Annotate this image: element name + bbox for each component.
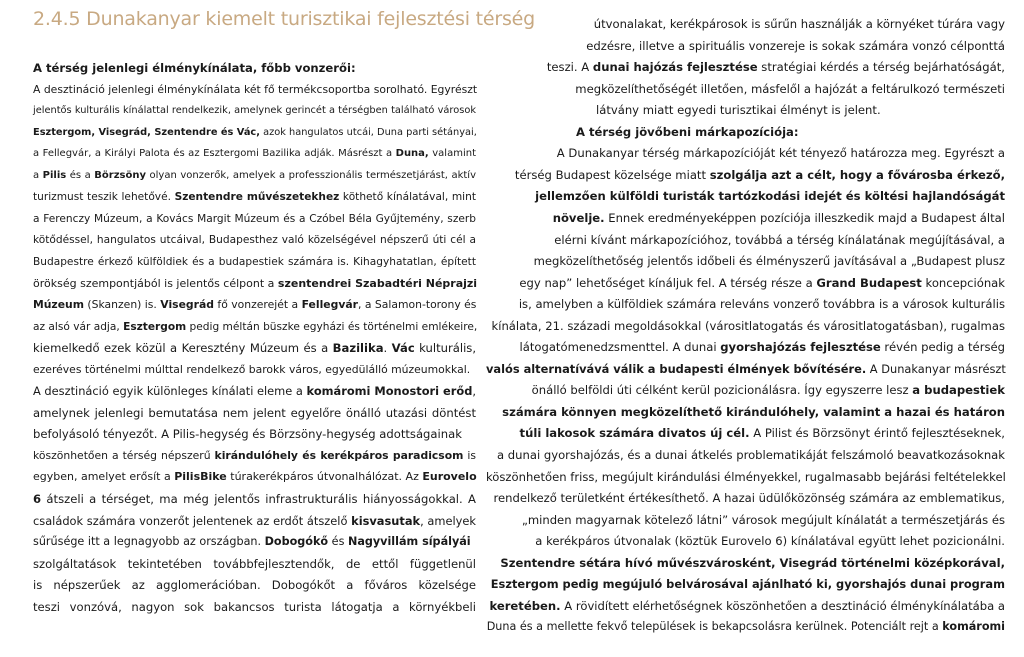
text-run: amelynek jelenlegi bemutatása nem jelent egyelőre önálló utazási döntést xyxy=(33,405,476,420)
text-run: látogatómenedzsmenttel. A dunai xyxy=(519,340,721,355)
text-line xyxy=(486,402,1005,422)
text-line xyxy=(33,532,476,552)
bold-text: dunai hajózás fejlesztése xyxy=(592,60,758,75)
bold-text: túli lakosok számára divatos új cél. xyxy=(519,426,750,441)
section-heading: 2.4.5 Dunakanyar kiemelt turisztikai fejlesztési térség xyxy=(33,8,536,30)
bold-text: kisvasutak xyxy=(351,513,421,528)
text-line xyxy=(486,79,1005,99)
bold-text: Grand Budapest xyxy=(816,275,922,290)
text-line xyxy=(486,57,1005,77)
text-line xyxy=(486,467,1005,487)
bold-text: gyorshajózás fejlesztése xyxy=(720,340,881,355)
text-run: (Skanzen) is. xyxy=(83,298,161,312)
text-run: a Fellegvár, a Királyi Palota és az Esztergomi Bazilika adják. Másrészt a xyxy=(33,148,396,160)
text-line xyxy=(486,617,1005,637)
text-run: A Dunakanyar térség márkapozícióját két tényező határozza meg. Egyrészt a xyxy=(556,146,1005,161)
bold-text: Szentendre sétára hívó művészvárosként, Visegrád történelmi középkorával, xyxy=(500,555,1005,570)
text-run: köszönhetően a térség népszerű xyxy=(33,448,215,462)
bold-text: Eurovelo xyxy=(422,470,477,484)
bold-text: Visegrád xyxy=(160,298,214,312)
text-run: a Ferenczy Múzeum, a Kovács Margit Múzeum és a Czóbel Béla Gyűjtemény, szerb xyxy=(33,212,476,225)
bold-text: Esztergom, Visegrád, Szentendre és Vác, xyxy=(33,126,260,138)
text-run: befolyásoló tényezőt. A Pilis-hegység és Börzsöny-hegység adottságainak xyxy=(33,427,462,442)
text-run: is xyxy=(463,448,476,462)
text-line xyxy=(33,187,476,207)
bold-text: Börzsöny xyxy=(94,169,147,181)
bold-text: jellemzően külföldi turisták tartózkodási idejét és költési hajlandóságát xyxy=(535,189,1005,204)
text-line xyxy=(33,554,476,574)
bold-text: Fellegvár xyxy=(301,298,358,312)
text-run: koncepciónak xyxy=(921,275,1005,290)
bold-text: kirándulóhely és kerékpáros paradicsom xyxy=(214,448,464,462)
text-line xyxy=(33,101,476,121)
text-line xyxy=(486,423,1005,443)
text-line xyxy=(33,123,476,143)
text-run: megközelíthetőség jelentős időbeli és élményszerű javításával a „Budapest plusz xyxy=(533,254,1005,269)
text-line xyxy=(486,165,1005,185)
text-run: „minden magyarnak kötelező látni” városok megújult kínálatát a természetjárás és xyxy=(521,512,1005,527)
text-run: egyben, amelyet erősít a xyxy=(33,470,175,484)
text-run: Duna és a mellette fekvő települések is bekapcsolásra kerülnek. Potenciált rejt a xyxy=(486,620,943,634)
text-run: azok hangulatos utcái, Duna parti sétányai, xyxy=(259,126,477,138)
text-line xyxy=(33,446,476,466)
text-line xyxy=(33,166,476,186)
bold-text: komáromi xyxy=(942,620,1005,634)
text-line xyxy=(33,295,476,315)
text-line xyxy=(33,317,476,337)
text-run: turizmust teszik lehetővé. xyxy=(33,191,175,204)
text-run: térség Budapest közelsége miatt xyxy=(514,167,710,182)
bold-text: Vác xyxy=(391,341,415,356)
text-line xyxy=(33,360,476,380)
text-run: egy nap” lehetőséget kínáljuk fel. A térség része a xyxy=(519,275,817,290)
text-run: önálló belföldi úti célként kerül pozicionálásra. Így egyszerre lesz xyxy=(531,383,913,398)
bold-text: szolgálja azt a célt, hogy a fővárosba érkező, xyxy=(709,167,1005,182)
text-line xyxy=(486,380,1005,400)
text-line xyxy=(486,488,1005,508)
bold-text: Szentendre művészetekhez xyxy=(174,191,340,204)
bold-text: Pilis xyxy=(42,169,67,181)
text-line xyxy=(33,489,476,509)
text-run: útvonalakat, kerékpárosok is sűrűn használják a környéket túrára vagy xyxy=(593,17,1005,31)
text-line xyxy=(596,100,1005,120)
text-line xyxy=(33,381,476,401)
text-run: fő vonzerejét a xyxy=(213,298,302,312)
bold-text: A térség jelenlegi élménykínálata, főbb vonzerői: xyxy=(33,61,356,75)
text-line xyxy=(486,143,1005,163)
text-line xyxy=(486,553,1005,573)
text-line xyxy=(486,510,1005,530)
text-run: A Pilist és Börzsönyt érintő fejlesztéseknek, xyxy=(749,426,1005,441)
text-line xyxy=(486,186,1005,206)
text-line xyxy=(486,294,1005,314)
text-line xyxy=(486,359,1005,379)
bold-text: komáromi Monostori erőd xyxy=(306,384,473,399)
text-run: Ennek eredményeképpen pozíciója illeszkedik majd a Budapest által xyxy=(604,210,1005,225)
text-run: köthető kínálatával, mint xyxy=(339,191,476,204)
text-run: kínálata, 21. századi megoldásokkal (várositlatogatás és várositlatogatásban), rugalmas xyxy=(491,318,1005,333)
text-run: és xyxy=(328,535,348,549)
text-line xyxy=(33,403,476,423)
text-line xyxy=(486,36,1005,56)
text-line xyxy=(33,511,476,531)
text-run: , xyxy=(472,384,476,399)
text-run: révén pedig a térség xyxy=(880,340,1005,355)
bold-text: 6 xyxy=(33,492,42,506)
text-run: a dunai gyorshajózás, és a dunai átkelés problematikáját felszámoló beavatkozásoknak xyxy=(497,448,1005,462)
bold-text: számára könnyen megközelíthető kirándulóhely, valamint a hazai és határon xyxy=(502,404,1005,419)
text-run: is népszerűek az agglomerációban. Dobogókőt a főváros közelsége xyxy=(33,578,476,593)
text-run: A desztináció jelenlegi élménykínálata két fő termékcsoportba sorolható. Egyrészt xyxy=(33,82,478,96)
text-run: is, amelyben a külföldiek számára releváns vonzerő továbbra is a városok kulturális xyxy=(518,297,1005,312)
text-run: megközelíthetőségét illetően, másfelől a hajózát a feltárulkozó természeti xyxy=(575,81,1005,96)
text-run: látvány miatt egyedi turisztikai élményt is jelent. xyxy=(596,103,881,118)
text-line xyxy=(33,252,476,272)
text-line xyxy=(33,209,476,229)
text-run: teszi vonzóvá, nagyon sok bakancsos turista látogatja a környékbeli xyxy=(33,599,476,614)
bold-text: Duna, xyxy=(395,148,429,160)
text-run: jelentős kulturális kínálattal rendelkezik, amelynek gerincét a térségben található városok xyxy=(33,105,476,117)
text-run: , a Salamon-torony és xyxy=(357,298,477,312)
text-run: olyan vonzerők, amelyek a professzionális természetjárást, aktív xyxy=(146,169,476,181)
bold-text: növelje. xyxy=(552,210,605,225)
text-run: örökség szempontjából is jelentős célpont a xyxy=(33,276,278,290)
bold-text: Dobogókő xyxy=(264,535,329,549)
text-run: az alsó vár adja, xyxy=(33,320,124,333)
text-run: a xyxy=(33,169,43,181)
text-run: köszönhetően friss, megújult kirándulási élményekkel, rugalmasabb bejárási feltételekkel xyxy=(486,469,1006,484)
bold-text: valós alternatívává válik a budapesti élmények bővítésére. xyxy=(486,361,867,376)
text-run: ezeréves történelmi múlttal rendelkező barokk város, egyedülálló múzeumokkal. xyxy=(33,362,471,376)
bold-text: A térség jövőbeni márkapozíciója: xyxy=(576,124,799,139)
bold-text: Esztergom xyxy=(123,320,187,333)
text-run: teszi. A xyxy=(546,60,593,75)
text-run: átszeli a térséget, ma még jelentős infrastrukturális hiányosságokkal. A xyxy=(41,492,476,506)
text-line xyxy=(33,424,476,444)
text-run: kiemelkedő ezek közül a Keresztény Múzeum és a xyxy=(33,341,333,356)
bold-text: Múzeum xyxy=(33,298,84,312)
text-line xyxy=(486,445,1005,465)
text-run: , amelyek xyxy=(420,513,477,528)
bold-text: Esztergom pedig megújuló belvárosával ajánlható ki, gyorshajós dunai program xyxy=(490,577,1005,592)
text-line xyxy=(33,80,476,100)
text-line xyxy=(486,14,1005,34)
text-run: Budapestre érkező külföldiek és a budapestiek számára is. Kihagyhatatlan, épített xyxy=(33,255,476,268)
text-line xyxy=(33,597,476,617)
bold-text: Bazilika xyxy=(332,341,384,356)
text-run: családok számára vonzerőt jelentenek az erdőt átszelő xyxy=(33,513,352,528)
text-run: A Dunakanyar másrészt xyxy=(866,361,1006,376)
text-line xyxy=(486,273,1005,293)
text-run: pedig méltán büszke egyházi és történelmi emlékeire, xyxy=(186,320,478,333)
text-line xyxy=(33,274,476,294)
text-line xyxy=(486,251,1005,271)
text-line xyxy=(33,575,476,595)
text-run: szolgáltatások tekintetében továbbfejlesztendők, de ettől függetlenül xyxy=(33,556,476,571)
bold-text: keretében. xyxy=(489,598,561,613)
bold-text: PilisBike xyxy=(174,470,227,484)
text-run: a kerékpáros útvonalak (köztük Eurovelo 6) kínálatával együtt lehet pozicionálni. xyxy=(535,534,1005,549)
bold-text: a budapestiek xyxy=(912,383,1005,398)
text-line xyxy=(33,144,476,164)
text-run: kötődéssel, hangulatos utcáival, Budapesthez való közelségével népszerű úti cél a xyxy=(33,234,476,247)
text-run: sűrűsége itt a legnagyobb az országban. xyxy=(33,535,265,549)
text-run: rendelkező területként értékesíthető. A hazai üdülőközönség számára az emblematikus, xyxy=(493,491,1005,506)
text-line xyxy=(486,337,1005,357)
text-run: edzésre, illetve a spirituális vonzereje is sokak számára vonzó célponttá xyxy=(586,38,1005,53)
text-line xyxy=(486,230,1005,250)
text-line xyxy=(486,574,1005,594)
text-line xyxy=(33,58,476,78)
text-run: . xyxy=(383,341,392,356)
text-run: A desztináció egyik különleges kínálati eleme a xyxy=(33,384,307,399)
text-run: A rövidített elérhetőségnek köszönhetően a desztináció élménykínálatába a xyxy=(560,598,1005,613)
text-run: elérni kívánt márkapozícióhoz, továbbá a térség kínálatának megújításával, a xyxy=(554,232,1005,247)
text-run: és a xyxy=(66,169,95,181)
text-line xyxy=(576,122,1005,142)
text-run: valamint xyxy=(428,148,476,160)
text-line xyxy=(33,338,476,358)
bold-text: Nagyvillám sípályái xyxy=(347,535,471,549)
text-line xyxy=(486,531,1005,551)
text-line xyxy=(486,316,1005,336)
text-run: túrakerékpáros útvonalhálózat. Az xyxy=(226,470,423,484)
text-line xyxy=(486,208,1005,228)
text-run: kulturális, xyxy=(414,341,477,356)
bold-text: szentendrei Szabadtéri Néprajzi xyxy=(277,276,478,290)
text-line xyxy=(33,230,476,250)
text-run: stratégiai kérdés a térség bejárhatóságát, xyxy=(757,60,1005,75)
text-line xyxy=(33,467,476,487)
text-line xyxy=(486,596,1005,616)
